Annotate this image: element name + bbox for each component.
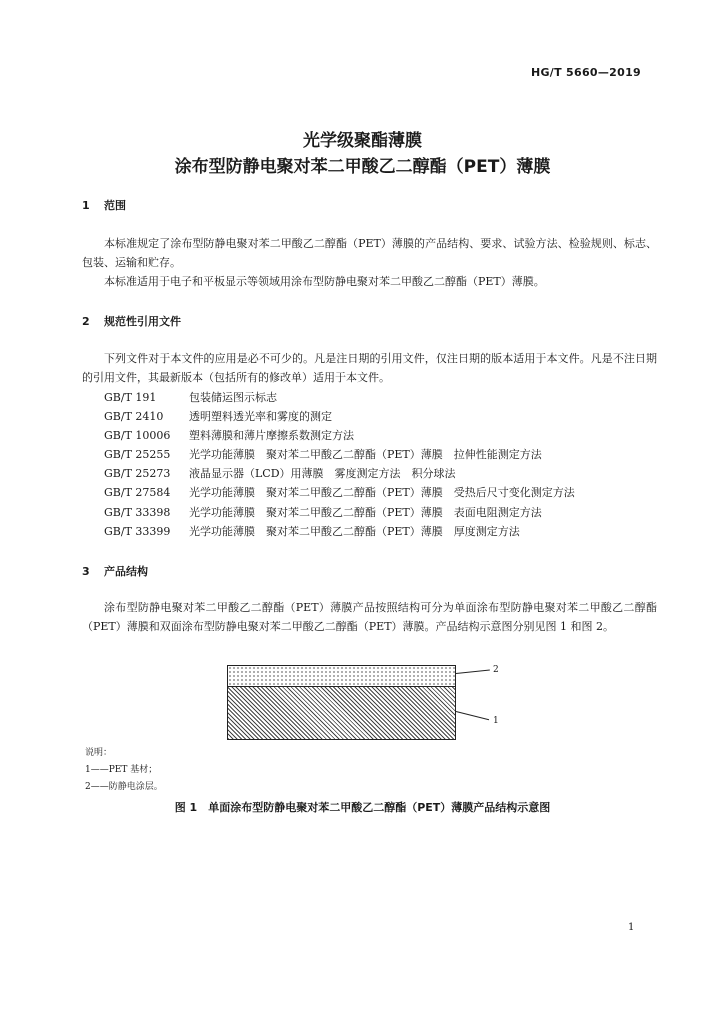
- reference-item: [104, 388, 575, 407]
- reference-item: [104, 522, 575, 541]
- section-3-heading: [82, 563, 148, 579]
- reference-item: [104, 483, 575, 502]
- section-2-title: 规范性引用文件: [104, 315, 181, 328]
- reference-code: GB/T 191: [104, 391, 157, 404]
- reference-title: 光学功能薄膜 聚对苯二甲酸乙二醇酯（PET）薄膜 厚度测定方法: [189, 524, 520, 538]
- reference-code: GB/T 33398: [104, 505, 171, 519]
- leader-line-2: [456, 669, 490, 674]
- document-title-line1: 光学级聚酯薄膜: [303, 131, 422, 151]
- reference-item: [104, 426, 575, 445]
- reference-code: GB/T 25255: [104, 448, 171, 462]
- legend-item-1: 1——PET 基材；: [85, 765, 158, 775]
- normative-references-list: [104, 388, 575, 541]
- reference-item: [104, 407, 575, 426]
- figure-label-1: 1: [493, 716, 499, 726]
- section-2-heading: [82, 313, 181, 329]
- section-1-paragraph-2: 本标准适用于电子和平板显示等领域用涂布型防静电聚对苯二甲酸乙二醇酯（PET）薄膜。: [104, 275, 545, 288]
- reference-code: GB/T 33399: [104, 524, 171, 538]
- section-3-number: 3: [82, 565, 90, 578]
- section-1-title: 范围: [104, 199, 126, 212]
- section-1-paragraph-1: 本标准规定了涂布型防静电聚对苯二甲酸乙二醇酯（PET）薄膜的产品结构、要求、试验方法、检验规则、标志、包装、运输和贮存。: [82, 237, 657, 269]
- figure-label-2: 2: [493, 665, 499, 675]
- legend-title: 说明：: [85, 748, 113, 758]
- document-title-line2: 涂布型防静电聚对苯二甲酸乙二醇酯（PET）薄膜: [174, 157, 551, 177]
- standard-number: HG/T 5660—2019: [530, 66, 641, 79]
- reference-title: 光学功能薄膜 聚对苯二甲酸乙二醇酯（PET）薄膜 受热后尺寸变化测定方法: [189, 486, 575, 500]
- page-number: 1: [628, 922, 635, 933]
- section-3-paragraph-1: 涂布型防静电聚对苯二甲酸乙二醇酯（PET）薄膜产品按照结构可分为单面涂布型防静电聚对苯二甲酸乙二醇酯（PET）薄膜和双面涂布型防静电聚对苯二甲酸乙二醇酯（PET）薄膜。产品结构示意图分别见图 1 和图 2。: [82, 601, 657, 633]
- reference-code: GB/T 27584: [104, 486, 171, 500]
- antistatic-coating-layer: [228, 666, 455, 687]
- section-2-paragraph-1: 下列文件对于本文件的应用是必不可少的。凡是注日期的引用文件，仅注日期的版本适用于本文件。凡是不注日期的引用文件，其最新版本（包括所有的修改单）适用于本文件。: [82, 352, 657, 384]
- reference-item: [104, 464, 575, 483]
- section-1-heading: [82, 197, 126, 213]
- reference-code: GB/T 10006: [104, 429, 171, 443]
- reference-code: GB/T 25273: [104, 467, 171, 481]
- reference-title: 光学功能薄膜 聚对苯二甲酸乙二醇酯（PET）薄膜 表面电阻测定方法: [189, 505, 542, 519]
- structure-diagram: [227, 665, 456, 740]
- section-2-number: 2: [82, 315, 90, 328]
- reference-title: 塑料薄膜和薄片摩擦系数测定方法: [189, 429, 354, 443]
- reference-title: 包装储运图示标志: [189, 391, 277, 404]
- figure-caption: 图 1 单面涂布型防静电聚对苯二甲酸乙二醇酯（PET）薄膜产品结构示意图: [174, 801, 551, 814]
- reference-title: 光学功能薄膜 聚对苯二甲酸乙二醇酯（PET）薄膜 拉伸性能测定方法: [189, 448, 542, 462]
- reference-item: [104, 445, 575, 464]
- reference-item: [104, 503, 575, 522]
- reference-title: 液晶显示器（LCD）用薄膜 雾度测定方法 积分球法: [189, 467, 456, 481]
- section-3-title: 产品结构: [104, 565, 148, 578]
- legend-item-2: 2——防静电涂层。: [85, 782, 163, 792]
- reference-title: 透明塑料透光率和雾度的测定: [189, 410, 332, 424]
- pet-substrate-layer: [228, 687, 455, 739]
- leader-line-1: [456, 711, 489, 720]
- section-1-number: 1: [82, 199, 90, 212]
- reference-code: GB/T 2410: [104, 410, 164, 424]
